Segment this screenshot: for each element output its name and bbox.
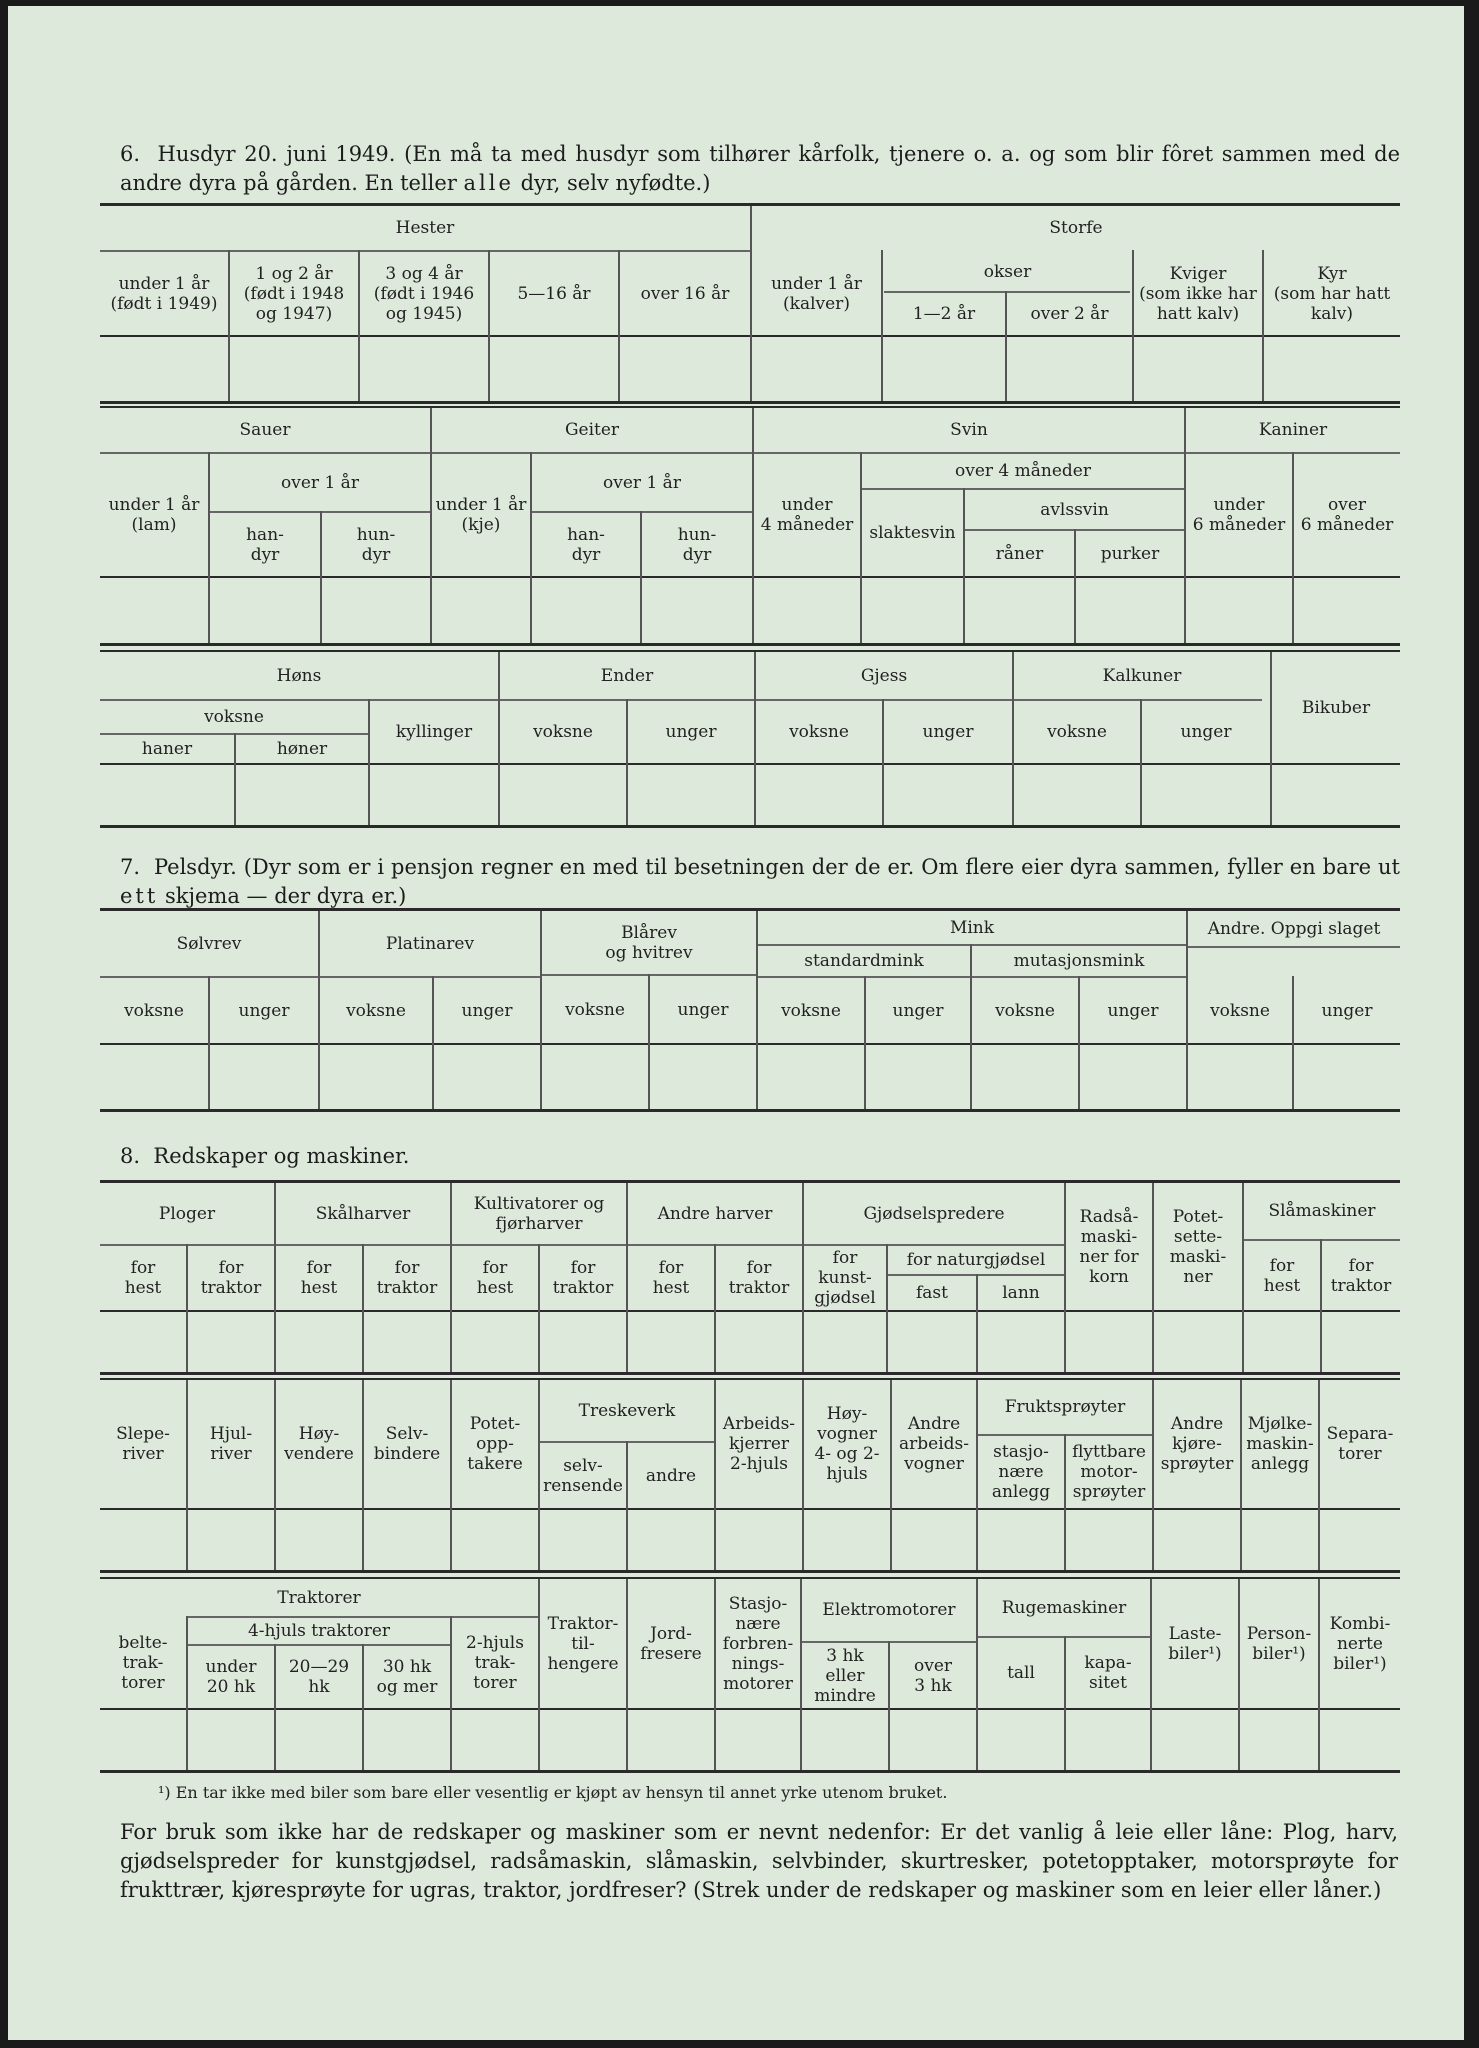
geiter-under-1: under 1 år (kje) — [435, 495, 527, 535]
purker: purker — [1100, 543, 1160, 564]
elektromotor-over-3hk: over 3 hk — [913, 1655, 953, 1696]
firehjuls-traktorer-header: 4-hjuls traktorer — [247, 1621, 391, 1641]
okser-over-2: over 2 år — [1030, 304, 1109, 324]
kultivatorer-header: Kultivatorer og fjørharver — [473, 1193, 605, 1234]
geiter-header: Geiter — [564, 420, 620, 440]
traktorer-header: Traktorer — [277, 1587, 361, 1608]
hester-header: Hester — [395, 218, 455, 238]
naturgjodsel-fast: fast — [916, 1283, 948, 1303]
sauer-under-1: under 1 år (lam) — [108, 495, 200, 535]
standardmink-header: standardmink — [804, 951, 924, 971]
hoyvogner: Høy- vogner 4- og 2- hjuls — [814, 1404, 880, 1484]
census-form-page — [8, 6, 1464, 2040]
kalkuner-header: Kalkuner — [1102, 665, 1182, 686]
sauer-handyr: han- dyr — [246, 524, 284, 565]
storfe-header: Storfe — [1049, 218, 1103, 238]
andre-harver-for-hest: for hest — [652, 1258, 690, 1298]
kultivatorer-for-hest: for hest — [476, 1258, 514, 1298]
kjoresproyter: Andre kjøre- sprøyter — [1160, 1414, 1234, 1474]
skalharver-header: Skålharver — [315, 1203, 411, 1224]
mutasjonsmink-header: mutasjonsmink — [1013, 951, 1145, 971]
pelsdyr-input-row[interactable] — [100, 1045, 1400, 1109]
kunstgjodsel: for kunst- gjødsel — [814, 1248, 876, 1308]
hons-haner: haner — [141, 739, 193, 759]
stasjonaere-motorer: Stasjo- nære forbren- nings- motorer — [722, 1593, 794, 1694]
platinarev-unger: unger — [461, 1000, 513, 1021]
kalkuner-unger: unger — [1180, 722, 1232, 742]
storfe-under-1: under 1 år (kalver) — [771, 273, 862, 314]
gjess-voksne: voksne — [789, 722, 849, 742]
selvbindere: Selv- bindere — [373, 1424, 441, 1464]
hester-1-2: 1 og 2 år (født i 1948 og 1947) — [243, 263, 345, 324]
standardmink-voksne: voksne — [781, 1000, 841, 1021]
husdyr-input-row-2[interactable] — [100, 578, 1400, 643]
redskaper-input-row-2[interactable] — [100, 1510, 1400, 1570]
fruktsproyter-flyttbare: flyttbare motor- sprøyter — [1072, 1442, 1146, 1502]
personbiler: Person- biler¹) — [1246, 1623, 1312, 1664]
tohjuls-traktorer: 2-hjuls trak- torer — [466, 1633, 524, 1693]
blarev-header: Blårev og hvitrev — [605, 922, 693, 963]
skalharver-for-traktor: for traktor — [376, 1258, 438, 1298]
ploger-header: Ploger — [158, 1203, 216, 1224]
bikuber: Bikuber — [1301, 697, 1371, 718]
elektromotor-3hk: 3 hk eller mindre — [814, 1645, 876, 1706]
kaniner-over-6: over 6 måneder — [1300, 495, 1394, 535]
slaktesvin: slaktesvin — [869, 523, 956, 543]
lastebiler: Laste- biler¹) — [1168, 1623, 1222, 1664]
kultivatorer-for-traktor: for traktor — [552, 1258, 614, 1298]
svin-over-4: over 4 måneder — [955, 461, 1091, 481]
andre-voksne: voksne — [1210, 1000, 1270, 1021]
kyllinger: kyllinger — [395, 722, 473, 742]
arbeidskjerrer: Arbeids- kjerrer 2-hjuls — [722, 1414, 796, 1474]
kviger: Kviger (som ikke har hatt kalv) — [1139, 263, 1257, 324]
solvrev-header: Sølvrev — [176, 933, 242, 954]
kaniner-header: Kaniner — [1258, 420, 1328, 440]
section-6-heading: 6. Husdyr 20. juni 1949. (En må ta med husdyr som tilhører kårfolk, tjenere o. a. og som blir fôret sammen med de andre dyra på gården. En teller alle dyr, selv nyfødte.) — [120, 142, 1400, 195]
hoyvendere: Høy- vendere — [284, 1424, 354, 1464]
fruktsproyter-stasjonaere: stasjo- nære anlegg — [991, 1442, 1051, 1502]
mink-header: Mink — [949, 917, 995, 938]
mutasjonsmink-voksne: voksne — [995, 1000, 1055, 1021]
raner: råner — [995, 543, 1044, 564]
hester-3-4: 3 og 4 år (født i 1946 og 1945) — [373, 263, 475, 324]
kombinerte-biler: Kombi- nerte biler¹) — [1329, 1613, 1391, 1674]
traktor-under-20hk: under 20 hk — [205, 1657, 257, 1697]
andre-unger: unger — [1321, 1000, 1373, 1021]
ender-header: Ender — [600, 665, 654, 686]
redskaper-input-row-1[interactable] — [100, 1312, 1400, 1372]
solvrev-voksne: voksne — [124, 1000, 184, 1021]
traktor-20-29hk: 20—29 hk — [288, 1657, 350, 1697]
hester-under-1: under 1 år (født i 1949) — [110, 273, 218, 314]
hester-5-16: 5—16 år — [517, 283, 591, 304]
husdyr-input-row-3[interactable] — [100, 765, 1400, 825]
geiter-handyr: han- dyr — [567, 524, 605, 565]
sleperiver: Slepe- river — [116, 1424, 170, 1464]
closing-question: For bruk som ikke har de redskaper og maskiner som er nevnt nedenfor: Er det vanlig å leie eller låne: Plog, harv, gjødselspreder for kunstgjødsel, radsåmaskin, slåmaskin, selvbinder, skurtresker, potetopptaker, motorsprøyte for frukttrær, kjøresprøyte for ugras, traktor, jordfreser? (Strek under de redskaper og maskiner som en leier eller låner.) — [120, 1820, 1398, 1902]
geiter-hundyr: hun- dyr — [677, 524, 717, 565]
footnote: ¹) En tar ikke med biler som bare eller vesentlig er kjøpt av hensyn til annet yrke utenom bruket. — [158, 1783, 948, 1802]
svin-under-4: under 4 måneder — [760, 495, 854, 535]
sauer-hundyr: hun- dyr — [356, 524, 396, 565]
platinarev-voksne: voksne — [346, 1000, 406, 1021]
blarev-unger: unger — [677, 999, 729, 1020]
slamaskiner-for-hest: for hest — [1263, 1255, 1301, 1296]
redskaper-input-row-3[interactable] — [100, 1710, 1400, 1770]
radsamaskiner: Radså- maski- ner for korn — [1079, 1206, 1139, 1287]
section-8-heading: 8. Redskaper og maskiner. — [120, 1144, 410, 1168]
treskeverk-selvrensende: selv- rensende — [543, 1455, 623, 1496]
platinarev-header: Platinarev — [385, 933, 475, 954]
ploger-for-hest: for hest — [124, 1258, 162, 1298]
potetopptakere: Potet- opp- takere — [467, 1414, 523, 1474]
kaniner-under-6: under 6 måneder — [1192, 495, 1286, 535]
naturgjodsel-lann: lann — [1002, 1283, 1040, 1303]
husdyr-input-row-1[interactable] — [100, 337, 1400, 401]
mutasjonsmink-unger: unger — [1107, 1000, 1159, 1021]
hons-header: Høns — [276, 665, 322, 686]
traktor-30hk: 30 hk og mer — [376, 1657, 438, 1697]
sauer-header: Sauer — [239, 420, 291, 440]
svin-header: Svin — [950, 420, 988, 440]
andre-harver-header: Andre harver — [657, 1203, 773, 1224]
beltetraktorer: belte- trak- torer — [118, 1633, 168, 1693]
jordfresere: Jord- fresere — [640, 1623, 702, 1664]
skalharver-for-hest: for hest — [300, 1258, 338, 1298]
ender-voksne: voksne — [533, 722, 593, 742]
andre-harver-for-traktor: for traktor — [728, 1258, 790, 1298]
hons-voksne: voksne — [204, 707, 264, 727]
slamaskiner-header: Slåmaskiner — [1268, 1201, 1376, 1221]
okser-1-2: 1—2 år — [912, 304, 976, 324]
separatorer: Separa- torer — [1326, 1424, 1394, 1464]
mjolkemaskinanlegg: Mjølke- maskin- anlegg — [1246, 1414, 1314, 1474]
ender-unger: unger — [665, 722, 717, 742]
fruktsproyter-header: Fruktsprøyter — [1004, 1397, 1126, 1417]
hjulriver: Hjul- river — [209, 1424, 253, 1464]
hons-honer: høner — [276, 739, 328, 759]
solvrev-unger: unger — [238, 1000, 290, 1021]
gjess-unger: unger — [922, 722, 974, 742]
geiter-over-1: over 1 år — [603, 472, 681, 493]
standardmink-unger: unger — [892, 1000, 944, 1021]
treskeverk-header: Treskeverk — [578, 1400, 676, 1421]
rugemaskiner-tall: tall — [1007, 1663, 1035, 1683]
gjodselspredere-header: Gjødselspredere — [863, 1203, 1005, 1224]
andre-pelsdyr-header: Andre. Oppgi slaget — [1207, 918, 1381, 939]
avlssvin: avlssvin — [1040, 499, 1109, 520]
traktorhengere: Traktor- til- hengere — [547, 1613, 619, 1674]
rugemaskiner-kapasitet: kapa- sitet — [1084, 1653, 1132, 1693]
slamaskiner-for-traktor: for traktor — [1330, 1255, 1392, 1296]
potetsettemaskiner: Potet- sette- maski- ner — [1169, 1206, 1227, 1287]
arbeidsvogner: Andre arbeids- vogner — [899, 1414, 969, 1474]
blarev-voksne: voksne — [565, 999, 625, 1020]
kalkuner-voksne: voksne — [1047, 722, 1107, 742]
okser-header: okser — [983, 261, 1032, 282]
ploger-for-traktor: for traktor — [200, 1258, 262, 1298]
elektromotorer-header: Elektromotorer — [822, 1600, 956, 1620]
treskeverk-andre: andre — [645, 1465, 697, 1486]
naturgjodsel: for naturgjødsel — [906, 1250, 1046, 1270]
rugemaskiner-header: Rugemaskiner — [1001, 1597, 1127, 1618]
hester-over-16: over 16 år — [640, 283, 730, 304]
sauer-over-1: over 1 år — [281, 472, 359, 493]
kyr: Kyr (som har hatt kalv) — [1273, 263, 1391, 324]
section-7-heading: 7. Pelsdyr. (Dyr som er i pensjon regner en med til besetningen der de er. Om flere eier dyra sammen, fyller en bare ut ett skjema — der dyra er.) — [120, 855, 1400, 908]
gjess-header: Gjess — [860, 665, 908, 686]
